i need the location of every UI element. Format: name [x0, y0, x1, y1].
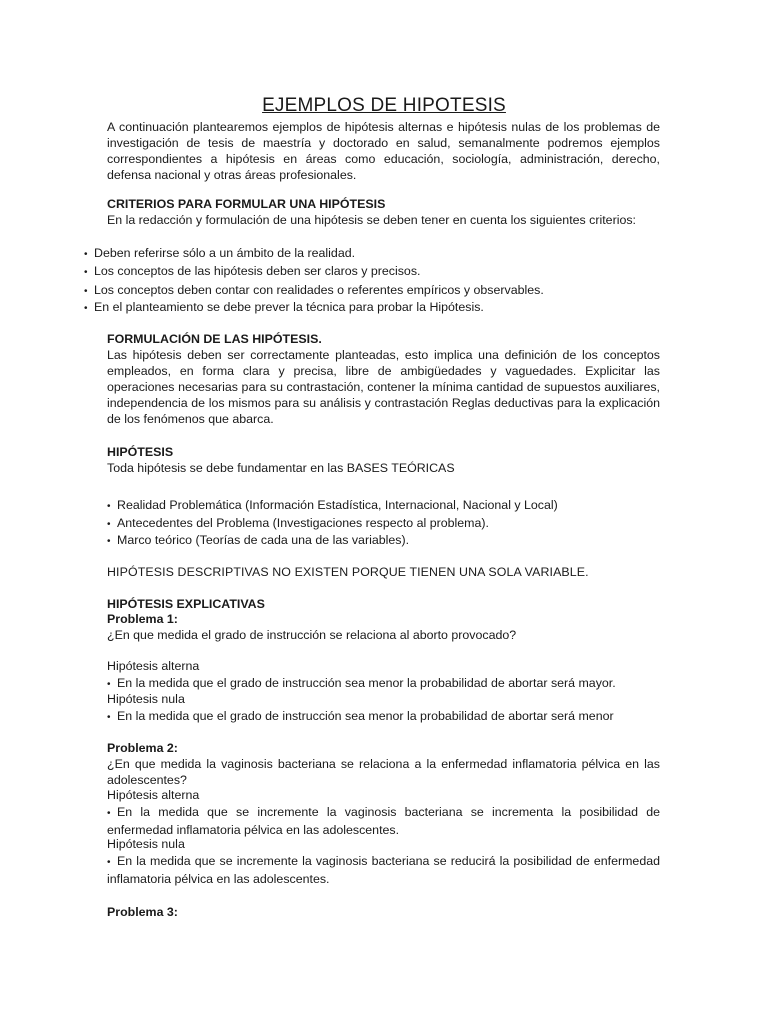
explicativas-heading: HIPÓTESIS EXPLICATIVAS: [107, 597, 265, 611]
descriptivas-note: HIPÓTESIS DESCRIPTIVAS NO EXISTEN PORQUE TIENEN UNA SOLA VARIABLE.: [107, 565, 589, 579]
hipotesis-heading: HIPÓTESIS: [107, 445, 174, 459]
list-item: • En el planteamiento se debe prever la técnica para probar la Hipótesis.: [84, 299, 664, 317]
criterios-heading: CRITERIOS PARA FORMULAR UNA HIPÓTESIS: [107, 197, 386, 211]
problema-3-label: Problema 3:: [107, 905, 178, 919]
bullet-icon: •: [107, 857, 111, 868]
problema-2-alterna: • En la medida que se incremente la vaginosis bacteriana se incrementa la posibilidad de enfermedad inflamatoria pélvica en las adolescentes.: [107, 805, 660, 837]
list-item: • Los conceptos de las hipótesis deben ser claros y precisos.: [84, 263, 664, 281]
problema-1-question: ¿En que medida el grado de instrucción se relaciona al aborto provocado?: [107, 628, 517, 642]
problema-1-nula-label: Hipótesis nula: [107, 692, 185, 706]
bullet-icon: •: [84, 267, 88, 278]
list-item: • Los conceptos deben contar con realidades o referentes empíricos y observables.: [84, 282, 664, 300]
list-item: • Realidad Problemática (Información Estadística, Internacional, Nacional y Local): [107, 497, 660, 515]
problema-2-label: Problema 2:: [107, 741, 178, 755]
bullet-icon: •: [84, 249, 88, 260]
problema-2-nula-label: Hipótesis nula: [107, 837, 185, 851]
bullet-icon: •: [107, 519, 111, 530]
problema-1-alterna-label: Hipótesis alterna: [107, 659, 200, 673]
problema-2-nula: • En la medida que se incremente la vaginosis bacteriana se reducirá la posibilidad de enfermedad inflamatoria pélvica en las adolescentes.: [107, 854, 660, 886]
criterios-text: En la redacción y formulación de una hipótesis se deben tener en cuenta los siguientes criterios:: [107, 213, 636, 227]
intro-paragraph: A continuación plantearemos ejemplos de hipótesis alternas e hipótesis nulas de los problemas de investigación de tesis de maestría y doctorado en salud, semanalmente podremos ejemplos correspondientes a hipótesis en áreas como educación, sociología, administración, derecho, defensa nacional y otras áreas profesionales.: [107, 120, 660, 182]
list-item: • Marco teórico (Teorías de cada una de las variables).: [107, 532, 660, 550]
formulacion-heading: FORMULACIÓN DE LAS HIPÓTESIS.: [107, 332, 322, 346]
problema-2-question: ¿En que medida la vaginosis bacteriana se relaciona a la enfermedad inflamatoria pélvica en las adolescentes?: [107, 757, 660, 787]
problema-1-label: Problema 1:: [107, 612, 178, 626]
bullet-icon: •: [84, 286, 88, 297]
list-item: • Antecedentes del Problema (Investigaciones respecto al problema).: [107, 515, 660, 533]
problema-1-alterna: • En la medida que el grado de instrucción sea menor la probabilidad de abortar será mayor.: [107, 675, 660, 693]
bullet-icon: •: [84, 303, 88, 314]
bullet-icon: •: [107, 679, 111, 690]
list-item: • Deben referirse sólo a un ámbito de la realidad.: [84, 245, 664, 263]
formulacion-text: Las hipótesis deben ser correctamente planteadas, esto implica una definición de los conceptos empleados, en forma clara y precisa, libre de ambigüedades y vaguedades. Explicitar las operaciones necesarias para su contrastación, contener la mínima cantidad de supuestos auxiliares, independencia de los mismos para su análisis y contrastación Reglas deductivas para la explicación de los fenómenos que abarca.: [107, 348, 660, 426]
problema-2-alterna-label: Hipótesis alterna: [107, 788, 200, 802]
bullet-icon: •: [107, 712, 111, 723]
bullet-icon: •: [107, 536, 111, 547]
bullet-icon: •: [107, 808, 111, 819]
document-title: EJEMPLOS DE HIPOTESIS: [262, 95, 506, 116]
problema-1-nula: • En la medida que el grado de instrucción sea menor la probabilidad de abortar será menor: [107, 708, 660, 726]
hipotesis-text: Toda hipótesis se debe fundamentar en las BASES TEÓRICAS: [107, 461, 455, 475]
bullet-icon: •: [107, 501, 111, 512]
